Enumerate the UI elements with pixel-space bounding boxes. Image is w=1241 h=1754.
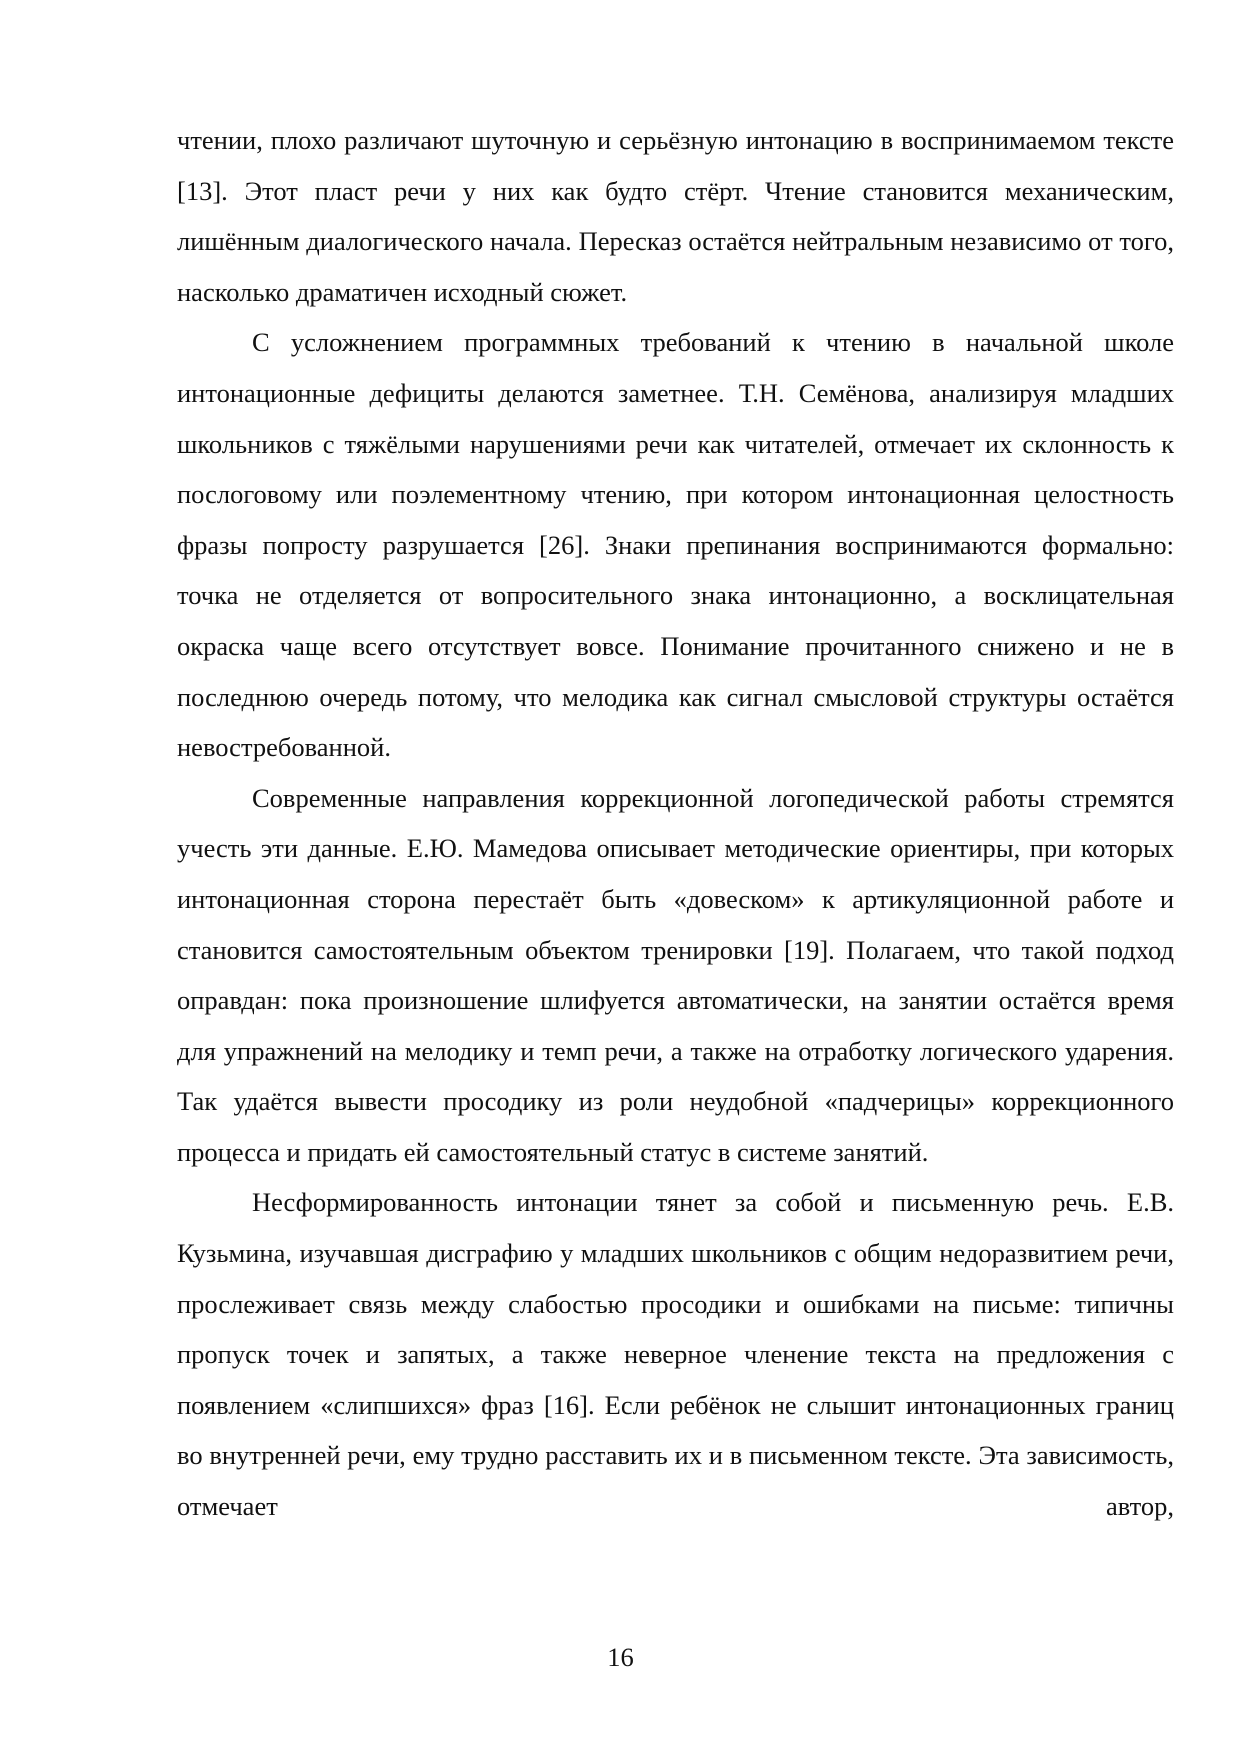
body-text [177,115,1174,1532]
paragraph: Несформированность интонации тянет за собой и письменную речь. Е.В. Кузьмина, изучавшая дисграфию у младших школьников с общим недоразвитием речи, прослеживает связь между слабостью просодики и ошибками на письме: типичны пропуск точек и запятых, а также неверное членение текста на предложения с появлением «слипшихся» фраз [16]. Если ребёнок не слышит интонационных границ во внутренней речи, ему трудно расставить их и в письменном тексте. Эта зависимость, отмечает автор, [177,1187,1174,1522]
paragraph: С усложнением программных требований к чтению в начальной школе интонационные дефициты делаются заметнее. Т.Н. Семёнова, анализируя младших школьников с тяжёлыми нарушениями речи как читателей, отмечает их склонность к послоговому или поэлементному чтению, при котором интонационная целостность фразы попросту разрушается [26]. Знаки препинания воспринимаются формально: точка не отделяется от вопросительного знака интонационно, а восклицательная окраска чаще всего отсутствует вовсе. Понимание прочитанного снижено и не в последнюю очередь потому, что мелодика как сигнал смысловой структуры остаётся невостребованной. [177,327,1174,763]
paragraph: Современные направления коррекционной логопедической работы стремятся учесть эти данные. Е.Ю. Мамедова описывает методические ориентиры, при которых интонационная сторона перестаёт быть «довеском» к артикуляционной работе и становится самостоятельным объектом тренировки [19]. Полагаем, что такой подход оправдан: пока произношение шлифуется автоматически, на занятии остаётся время для упражнений на мелодику и темп речи, а также на отработку логического ударения. Так удаётся вывести просодику из роли неудобной «падчерицы» коррекционного процесса и придать ей самостоятельный статус в системе занятий. [177,782,1174,1167]
paragraph-continuation: чтении, плохо различают шуточную и серьёзную интонацию в воспринимаемом тексте [13]. Этот пласт речи у них как будто стёрт. Чтение становится механическим, лишённым диалогического начала. Пересказ остаётся нейтральным независимо от того, насколько драматичен исходный сюжет. [177,125,1174,307]
page-number: 16 [607,1642,634,1672]
